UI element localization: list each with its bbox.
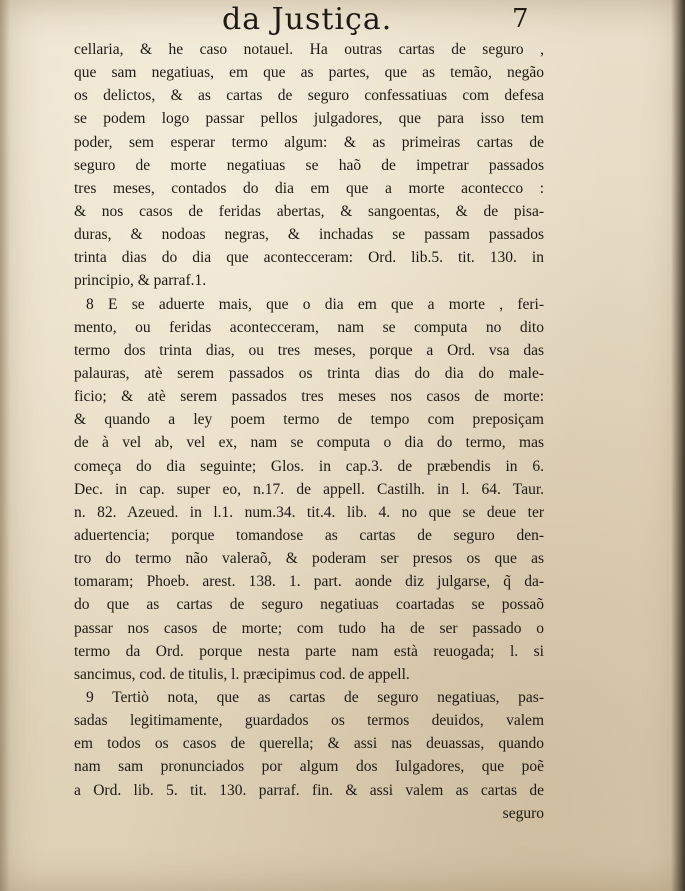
text-line: & nos casos de feridas abertas, & sangoentas, & de pisa- xyxy=(74,202,544,220)
text-line: duras, & nodoas negras, & inchadas se passam passados xyxy=(74,226,544,244)
text-line: poder, sem esperar termo algum: & as primeiras cartas de xyxy=(74,133,544,151)
page-right-edge xyxy=(671,0,685,891)
text-line: principio, & parraf.1. xyxy=(74,272,207,290)
text-line: mento, ou feridas acontecceram, nam se computa no dito xyxy=(74,318,544,336)
text-line: tro do termo não valeraõ, & poderam ser presos os que as xyxy=(74,550,544,568)
text-line: 9 Tertiò nota, que as cartas de seguro negatiuas, pas- xyxy=(86,688,544,706)
text-line: os delictos, & as cartas de seguro confessatiuas com defesa xyxy=(74,87,544,105)
text-line: em todos os casos de querella; & assi nas deuassas, quando xyxy=(74,735,544,753)
text-line: que sam negatiuas, em que as partes, que as temão, negão xyxy=(74,64,544,82)
text-line: n. 82. Azeued. in l.1. num.34. tit.4. lib. 4. no que se deue ter xyxy=(74,503,544,521)
text-line: trinta dias do dia que acontecceram: Ord. lib.5. tit. 130. in xyxy=(74,249,544,267)
text-line: passar nos casos de morte; com tudo ha de ser passado o xyxy=(74,619,544,637)
text-line: seguro xyxy=(502,804,544,822)
text-line: palauras, atè serem passados os trinta dias do dia do male- xyxy=(74,364,544,382)
running-head xyxy=(0,2,685,38)
running-head-title: da Justiça. xyxy=(222,2,393,37)
page-left-shadow xyxy=(0,0,10,891)
text-line: de à vel ab, vel ex, nam se computa o dia do termo, mas xyxy=(74,434,544,452)
text-line: a Ord. lib. 5. tit. 130. parraf. fin. & assi valem as cartas de xyxy=(74,781,544,799)
text-line: tomaram; Phoeb. arest. 138. 1. part. aonde diz julgarse, q̃ da- xyxy=(74,573,544,591)
text-line: do que as cartas de seguro negatiuas coartadas se possaõ xyxy=(74,596,544,614)
text-line: 8 E se aduerte mais, que o dia em que a morte , feri- xyxy=(86,295,544,313)
text-line: nam sam pronunciados por algum dos Iulgadores, que poẽ xyxy=(74,758,544,776)
text-line: termo dos trinta dias, ou tres meses, porque a Ord. vsa das xyxy=(74,341,544,359)
text-line: termo da Ord. porque nesta parte nam està reuogada; l. si xyxy=(74,642,544,660)
text-line: Dec. in cap. super eo, n.17. de appell. Castilh. in l. 64. Taur. xyxy=(74,480,544,498)
page-number: 7 xyxy=(512,4,529,34)
body-text xyxy=(74,38,544,825)
text-line: ficio; & atè serem passados tres meses nos casos de morte: xyxy=(74,388,544,406)
text-line: começa do dia seguinte; Glos. in cap.3. de præbendis in 6. xyxy=(74,457,544,475)
text-line: aduertencia; porque tomandose as cartas de seguro den- xyxy=(74,526,544,544)
text-line: sadas legitimamente, guardados os termos deuidos, valem xyxy=(74,712,544,730)
text-line: seguro de morte negatiuas se haõ de impetrar passados xyxy=(74,156,544,174)
text-line: sancimus, cod. de titulis, l. præcipimus cod. de appell. xyxy=(74,665,410,683)
text-line: cellaria, & he caso notauel. Ha outras cartas de seguro , xyxy=(74,41,544,58)
text-line: & quando a ley poem termo de tempo com preposiçam xyxy=(74,411,544,429)
text-line: tres meses, contados do dia em que a morte acontecco : xyxy=(74,179,544,197)
text-line: se podem logo passar pellos julgadores, que para isso tem xyxy=(74,110,544,128)
